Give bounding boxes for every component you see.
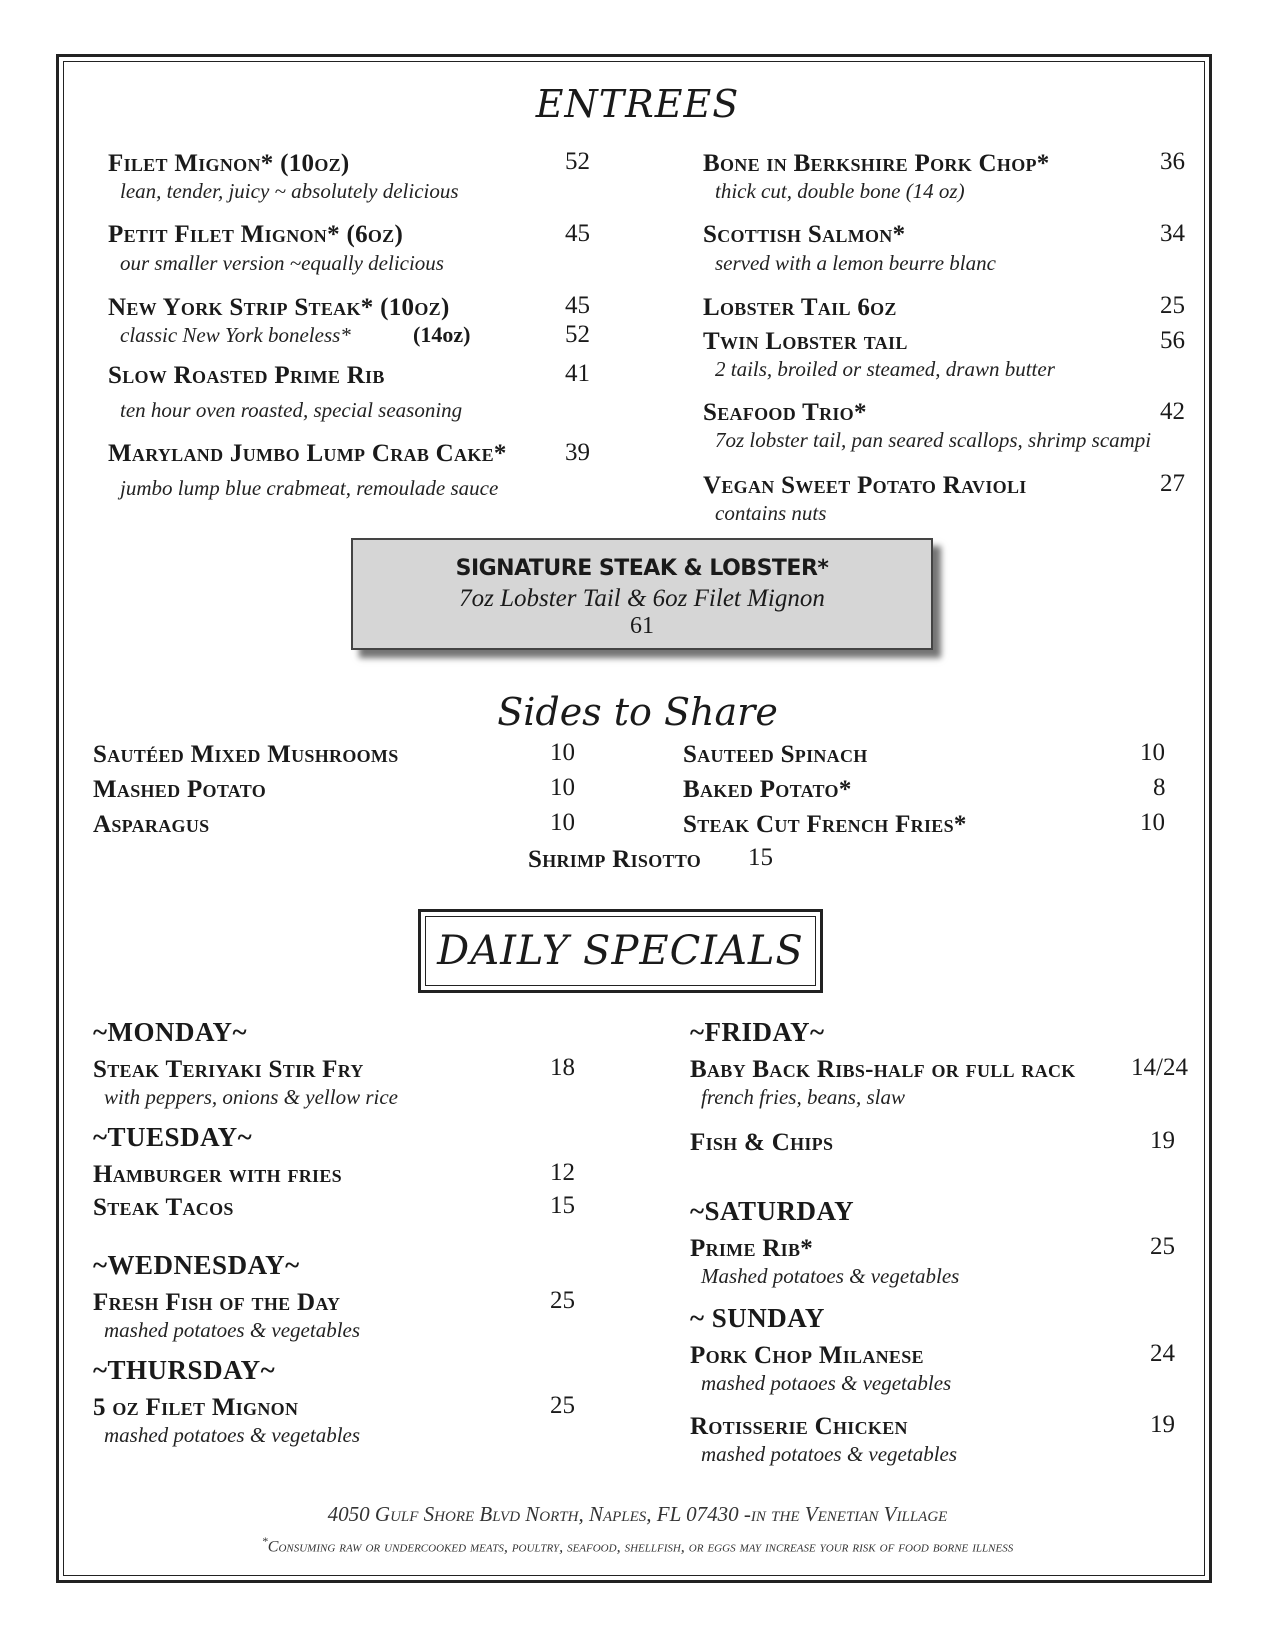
entree-name: Lobster Tail 6oz: [703, 294, 897, 321]
special-price: 25: [550, 1287, 575, 1314]
side-name: Sauteed Spinach: [683, 741, 868, 768]
entree-price: 52: [565, 321, 590, 348]
disclaimer-asterisk: *: [261, 1534, 268, 1548]
entree-desc: jumbo lump blue crabmeat, remoulade sauce: [120, 476, 499, 500]
entree-desc: 7oz lobster tail, pan seared scallops, shrimp scampi: [715, 428, 1152, 452]
entree-size-option: (14oz): [413, 322, 471, 347]
special-desc: Mashed potatoes & vegetables: [701, 1264, 960, 1288]
entree-desc: our smaller version ~equally delicious: [120, 251, 444, 275]
entree-name: New York Strip Steak* (10oz): [108, 294, 450, 321]
special-name: Prime Rib*: [690, 1235, 814, 1262]
entree-price: 56: [1160, 327, 1185, 354]
day-heading: ~MONDAY~: [93, 1017, 248, 1047]
entree-price: 45: [565, 292, 590, 319]
entree-price: 41: [565, 360, 590, 387]
side-name: Shrimp Risotto: [528, 846, 702, 873]
special-name: Fresh Fish of the Day: [93, 1289, 341, 1316]
entree-name: Bone in Berkshire Pork Chop*: [703, 150, 1050, 177]
entree-price: 45: [565, 220, 590, 247]
footer-address: 4050 Gulf Shore Blvd North, Naples, FL 07430 -in the Venetian Village: [327, 1502, 948, 1526]
signature-desc: 7oz Lobster Tail & 6oz Filet Mignon: [459, 585, 825, 612]
menu-border-inner: [63, 61, 1205, 1576]
special-desc: mashed potatoes & vegetables: [104, 1423, 361, 1447]
special-price: 25: [1150, 1233, 1175, 1260]
signature-title: SIGNATURE STEAK & LOBSTER*: [455, 556, 829, 581]
special-desc: mashed potatoes & vegetables: [104, 1318, 361, 1342]
special-price: 12: [550, 1159, 575, 1186]
entree-price: 27: [1160, 470, 1185, 497]
special-price: 19: [1150, 1411, 1175, 1438]
special-name: 5 oz Filet Mignon: [93, 1394, 299, 1421]
footer-disclaimer: [0, 1534, 1275, 1556]
entree-name: Slow Roasted Prime Rib: [108, 362, 385, 389]
entree-desc: contains nuts: [715, 501, 827, 525]
special-name: Rotisserie Chicken: [690, 1413, 908, 1440]
special-price: 14/24: [1131, 1054, 1188, 1081]
side-name: Sautéed Mixed Mushrooms: [93, 741, 399, 768]
entree-desc: thick cut, double bone (14 oz): [715, 179, 965, 203]
day-heading: ~FRIDAY~: [690, 1017, 825, 1047]
signature-box: [351, 538, 933, 650]
special-desc: mashed potaoes & vegetables: [701, 1371, 952, 1395]
entree-name: Maryland Jumbo Lump Crab Cake*: [108, 440, 507, 467]
side-price: 10: [550, 774, 575, 801]
entree-price: 39: [565, 439, 590, 466]
entree-price: 52: [565, 148, 590, 175]
entree-desc: served with a lemon beurre blanc: [715, 251, 996, 275]
entree-name: Scottish Salmon*: [703, 221, 906, 248]
side-price: 10: [550, 739, 575, 766]
special-name: Fish & Chips: [690, 1129, 834, 1156]
entree-price: 34: [1160, 220, 1185, 247]
special-name: Baby Back Ribs-half or full rack: [690, 1056, 1076, 1083]
special-name: Hamburger with fries: [93, 1161, 342, 1188]
entree-name: Vegan Sweet Potato Ravioli: [703, 472, 1027, 499]
entree-name: Filet Mignon* (10oz): [108, 150, 350, 177]
day-heading: ~SATURDAY: [690, 1196, 855, 1226]
special-price: 18: [550, 1054, 575, 1081]
entree-name: Seafood Trio*: [703, 399, 867, 426]
day-heading: ~THURSDAY~: [93, 1355, 276, 1385]
side-price: 10: [1140, 739, 1165, 766]
disclaimer-text: Consuming raw or undercooked meats, poultry, seafood, shellfish, or eggs may increase your risk of food borne illness: [267, 1538, 1014, 1556]
side-price: 8: [1153, 774, 1166, 801]
daily-specials-title: DAILY SPECIALS: [437, 928, 804, 974]
day-heading: ~TUESDAY~: [93, 1122, 253, 1152]
entree-name: Twin Lobster tail: [703, 328, 908, 355]
side-name: Baked Potato*: [683, 776, 852, 803]
special-desc: mashed potatoes & vegetables: [701, 1442, 958, 1466]
side-price: 15: [748, 844, 773, 871]
special-name: Steak Tacos: [93, 1194, 234, 1221]
side-name: Mashed Potato: [93, 776, 267, 803]
daily-specials-box-inner: [425, 916, 816, 986]
entree-desc: ten hour oven roasted, special seasoning: [120, 398, 463, 422]
entree-desc: classic New York boneless*: [120, 323, 351, 347]
entree-price: 42: [1160, 398, 1185, 425]
signature-price: 61: [630, 613, 654, 639]
sides-title: Sides to Share: [497, 690, 778, 734]
special-desc: with peppers, onions & yellow rice: [104, 1085, 398, 1109]
side-price: 10: [1140, 809, 1165, 836]
side-name: Asparagus: [93, 811, 210, 838]
special-desc: french fries, beans, slaw: [701, 1085, 905, 1109]
special-price: 15: [550, 1192, 575, 1219]
entree-name: Petit Filet Mignon* (6oz): [108, 221, 404, 248]
entree-price: 25: [1160, 292, 1185, 319]
day-heading: ~ SUNDAY: [690, 1303, 825, 1333]
special-name: Steak Teriyaki Stir Fry: [93, 1056, 364, 1083]
day-heading: ~WEDNESDAY~: [93, 1250, 300, 1280]
entrees-title: ENTREES: [535, 82, 740, 126]
entree-price: 36: [1160, 148, 1185, 175]
side-price: 10: [550, 809, 575, 836]
special-price: 24: [1150, 1340, 1175, 1367]
side-name: Steak Cut French Fries*: [683, 811, 967, 838]
entree-desc: lean, tender, juicy ~ absolutely delicious: [120, 179, 459, 203]
special-price: 25: [550, 1392, 575, 1419]
special-name: Pork Chop Milanese: [690, 1342, 924, 1369]
entree-desc: 2 tails, broiled or steamed, drawn butter: [715, 357, 1055, 381]
special-price: 19: [1150, 1127, 1175, 1154]
